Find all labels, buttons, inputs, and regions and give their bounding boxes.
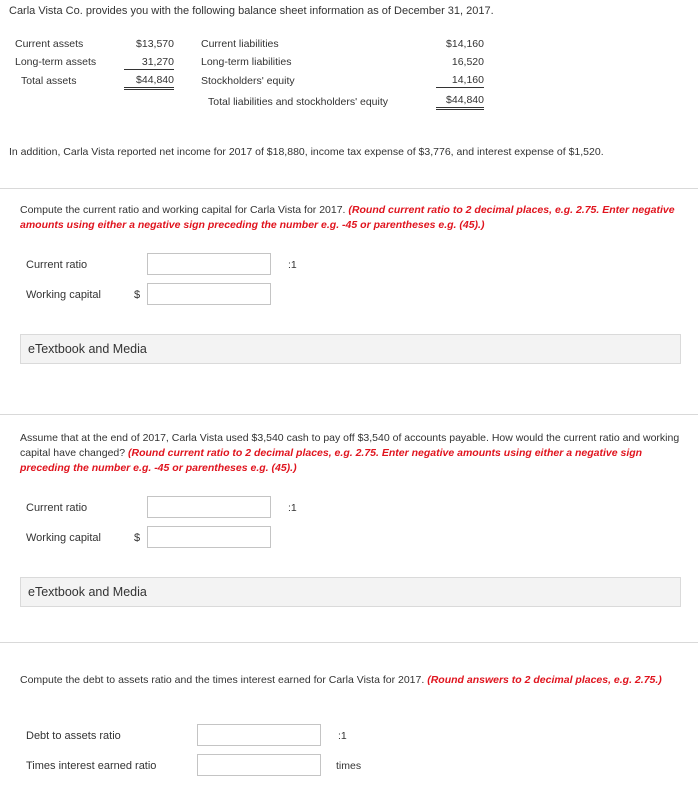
q1-working-capital-label: Working capital: [26, 289, 101, 301]
additional-info-text: In addition, Carla Vista reported net income for 2017 of $18,880, income tax expense of $3,776, and interest expense of $1,520.: [9, 146, 604, 158]
bs-value-stockholders-equity: 14,160: [436, 74, 484, 88]
bs-label-long-term-assets: Long-term assets: [15, 56, 97, 68]
q2-etextbook-button[interactable]: eTextbook and Media: [20, 577, 681, 607]
q3-debt-to-assets-suffix: :1: [338, 730, 347, 742]
q3-times-interest-suffix: times: [336, 760, 362, 772]
q2-dollar-sign: $: [134, 532, 141, 544]
bs-label-total-assets: Total assets: [21, 75, 77, 87]
bs-label-stockholders-equity: Stockholders' equity: [201, 75, 295, 87]
section-divider: [0, 414, 698, 415]
q2-working-capital-input[interactable]: [147, 526, 271, 548]
bs-label-current-liabilities: Current liabilities: [201, 38, 279, 50]
section-divider: [0, 188, 698, 189]
q1-prompt: [20, 203, 690, 233]
q1-current-ratio-label: Current ratio: [26, 259, 88, 271]
q2-working-capital-label: Working capital: [26, 532, 101, 544]
q3-times-interest-input[interactable]: [197, 754, 321, 776]
bs-value-long-term-assets: 31,270: [124, 56, 174, 70]
q2-prompt-text: Assume that at the end of 2017, Carla Vista used $3,540 cash to pay off $3,540 of accounts payable. How would the current ratio and working capital have changed?: [20, 432, 680, 459]
q3-times-interest-label: Times interest earned ratio: [26, 760, 157, 772]
bs-value-current-liabilities: $14,160: [446, 38, 484, 50]
bs-value-current-assets: $13,570: [136, 38, 174, 50]
bs-label-current-assets: Current assets: [15, 38, 84, 50]
q1-etextbook-button[interactable]: eTextbook and Media: [20, 334, 681, 364]
q2-current-ratio-label: Current ratio: [26, 502, 88, 514]
q3-instruction: (Round answers to 2 decimal places, e.g. 2.75.): [427, 674, 662, 686]
q3-debt-to-assets-label: Debt to assets ratio: [26, 730, 121, 742]
q3-prompt: [20, 673, 690, 688]
section-divider: [0, 642, 698, 643]
intro-text: Carla Vista Co. provides you with the following balance sheet information as of December 31, 2017.: [9, 5, 494, 17]
q1-current-ratio-suffix: :1: [288, 259, 297, 271]
bs-value-total-assets: $44,840: [124, 74, 174, 90]
q2-prompt: [20, 431, 690, 476]
bs-label-long-term-liabilities: Long-term liabilities: [201, 56, 292, 68]
bs-label-total-liabilities-equity: Total liabilities and stockholders' equity: [208, 96, 389, 108]
q1-working-capital-input[interactable]: [147, 283, 271, 305]
bs-value-total-liabilities-equity: $44,840: [436, 94, 484, 110]
q1-dollar-sign: $: [134, 289, 141, 301]
q3-prompt-text: Compute the debt to assets ratio and the times interest earned for Carla Vista for 2017.: [20, 674, 425, 686]
q1-instruction: (Round current ratio to 2 decimal places, e.g. 2.75. Enter negative amounts using either a negative sign preceding the number e.g. -45 or parentheses e.g. (45).): [20, 204, 675, 231]
q1-prompt-text: Compute the current ratio and working capital for Carla Vista for 2017.: [20, 204, 346, 216]
q2-current-ratio-input[interactable]: [147, 496, 271, 518]
bs-value-long-term-liabilities: 16,520: [451, 56, 484, 68]
q1-current-ratio-input[interactable]: [147, 253, 271, 275]
q2-current-ratio-suffix: :1: [288, 502, 297, 514]
q3-debt-to-assets-input[interactable]: [197, 724, 321, 746]
q2-instruction: (Round current ratio to 2 decimal places, e.g. 2.75. Enter negative amounts using either a negative sign preceding the number e.g. -45 or parentheses e.g. (45).): [20, 447, 643, 474]
